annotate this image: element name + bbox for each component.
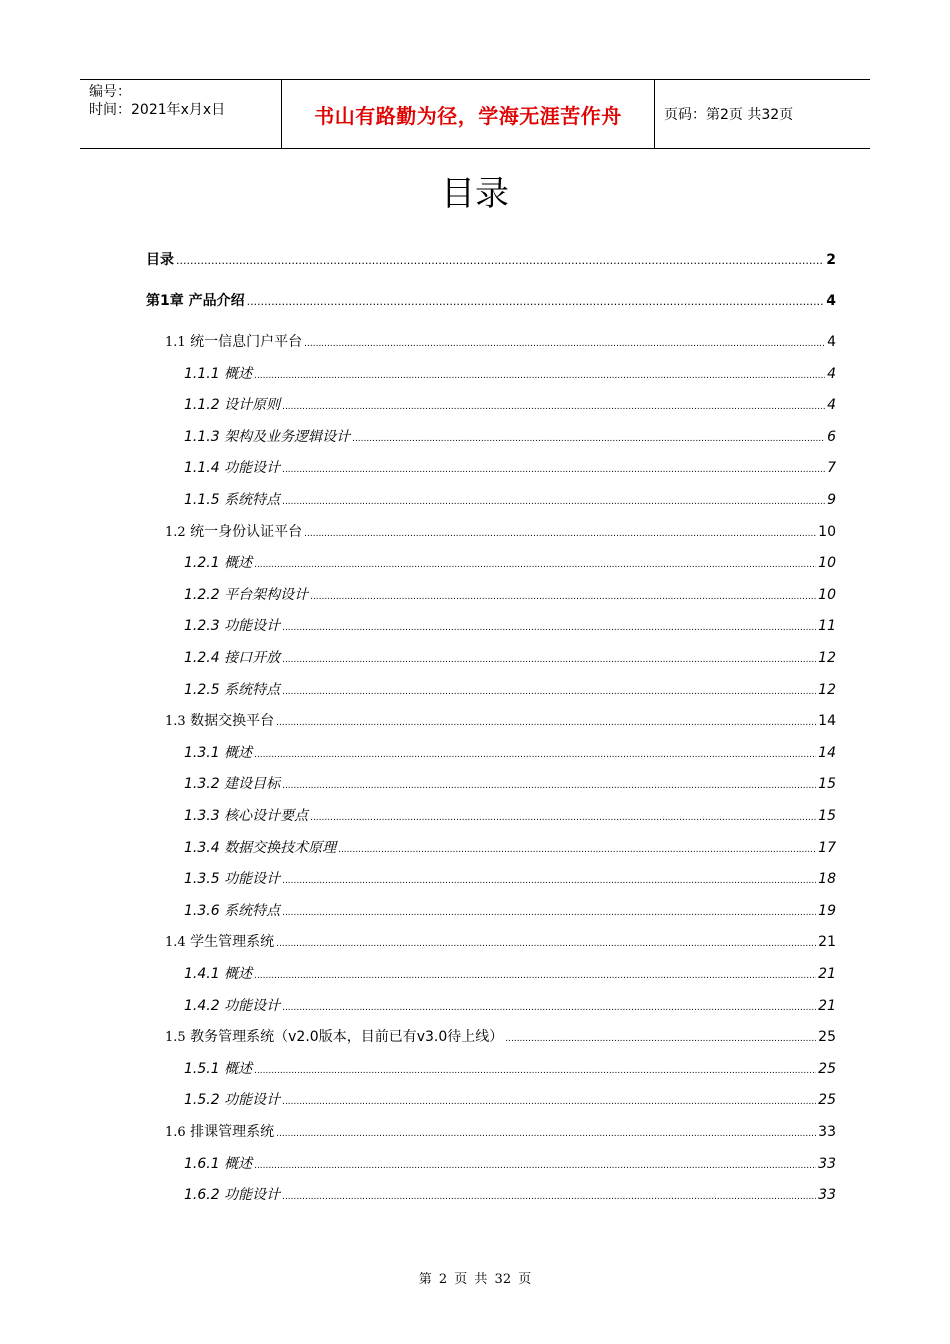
toc-entry-number: 1.6.2 xyxy=(184,1187,220,1204)
toc-title: 目录 xyxy=(441,174,509,214)
toc-entry-text: 数据交换技术原理 xyxy=(224,839,337,856)
toc-entry-text: 架构及业务逻辑设计 xyxy=(224,428,351,445)
toc-entry-text: 学生管理系统 xyxy=(190,934,275,951)
toc-leader-dots xyxy=(276,1129,816,1139)
toc-entry-number: 1.1.5 xyxy=(184,492,220,508)
toc-entry-page: 21 xyxy=(818,966,836,982)
toc-leader-dots xyxy=(304,339,825,349)
toc-entry-1-2-1[interactable] xyxy=(184,552,836,574)
header-meta xyxy=(80,80,280,148)
toc-entry-page: 4 xyxy=(826,293,836,309)
toc-leader-dots xyxy=(310,592,816,602)
toc-entry-number: 1.5.2 xyxy=(184,1092,220,1109)
toc-entry-text: 概述 xyxy=(224,1060,253,1077)
toc-entry-page: 17 xyxy=(818,839,836,856)
toc-entry-1-2-5[interactable] xyxy=(184,679,836,701)
toc-entry-number: 1.1.2 xyxy=(184,397,220,414)
toc-entry-number: 1.3.2 xyxy=(184,776,220,793)
toc-entry-number: 1.2.2 xyxy=(184,586,220,603)
toc-entry-text: 功能设计 xyxy=(224,1187,281,1204)
toc-entry-page: 33 xyxy=(818,1155,836,1172)
toc-entry-text: 功能设计 xyxy=(224,871,281,888)
toc-entry-number: 1.4.1 xyxy=(184,966,220,982)
toc-entry-number: 1.4 xyxy=(165,935,186,951)
toc-entry-title xyxy=(165,521,302,541)
toc-entry-text: 概述 xyxy=(224,1155,253,1172)
toc-entry-title xyxy=(184,805,308,825)
toc-leader-dots xyxy=(282,1097,816,1107)
toc-entry-number: 1.4.2 xyxy=(184,997,220,1014)
toc-entry-number: 1.3.1 xyxy=(184,744,220,761)
toc-entry-text: 概述 xyxy=(224,966,253,982)
toc-entry-title xyxy=(165,1026,503,1046)
toc-entry-1-3[interactable] xyxy=(165,710,836,732)
toc-entry-text: 系统特点 xyxy=(224,492,281,508)
toc-leader-dots xyxy=(254,371,825,381)
toc-entry-text: 排课管理系统 xyxy=(190,1124,275,1140)
toc-entry-number: 1.6 xyxy=(165,1125,186,1140)
toc-leader-dots xyxy=(310,813,816,823)
toc-entry-title xyxy=(184,584,308,604)
toc-leader-dots xyxy=(276,939,816,949)
toc-entry-page: 33 xyxy=(818,1187,836,1204)
toc-entry-number: 1.2.1 xyxy=(184,555,220,572)
toc-entry-number: 1.2 xyxy=(165,524,186,540)
toc-entry-title xyxy=(184,742,252,762)
toc-entry-text: 接口开放 xyxy=(224,650,281,666)
toc-entry-text: 功能设计 xyxy=(224,1092,281,1109)
toc-entry-1-6[interactable] xyxy=(165,1121,836,1143)
toc-entry-title xyxy=(165,931,274,951)
toc-entry-title xyxy=(184,489,280,509)
header-page-info: 页码：第2页 共32页 xyxy=(664,107,794,123)
toc-entry-1-2-3[interactable] xyxy=(184,615,836,637)
toc-entry-title xyxy=(184,1153,252,1173)
toc-entry-1-4-2[interactable] xyxy=(184,995,836,1017)
toc-leader-dots xyxy=(338,845,816,855)
toc-entry-title xyxy=(184,837,336,857)
toc-entry-1-3-5[interactable] xyxy=(184,868,836,890)
toc-entry-text: 功能设计 xyxy=(224,618,281,635)
toc-entry-text: 系统特点 xyxy=(224,902,281,919)
toc-entry-page: 2 xyxy=(826,252,836,268)
toc-leader-dots xyxy=(282,623,816,633)
toc-leader-dots xyxy=(254,971,816,981)
toc-entry-page: 25 xyxy=(818,1060,836,1077)
toc-entry-title xyxy=(184,394,280,414)
page-header xyxy=(80,79,870,149)
toc-entry-1-1-2[interactable] xyxy=(184,394,836,416)
toc-entry-number: 1.3.5 xyxy=(184,871,220,888)
toc-entry-page: 4 xyxy=(827,397,836,414)
toc-entry-text: 概述 xyxy=(224,365,253,382)
toc-entry-number: 1.5.1 xyxy=(184,1060,220,1077)
toc-entry-page: 12 xyxy=(818,650,836,666)
toc-entry-title xyxy=(184,647,280,667)
toc-entry-number: 1.1 xyxy=(165,335,186,350)
toc-entry-text: 平台架构设计 xyxy=(224,586,309,603)
toc-leader-dots xyxy=(282,1192,816,1202)
toc-leader-dots xyxy=(282,781,816,791)
toc-entry-page: 15 xyxy=(818,776,836,793)
toc-entry-1-6-2[interactable] xyxy=(184,1184,836,1206)
toc-entry-1-5-2[interactable] xyxy=(184,1089,836,1111)
header-page-cell xyxy=(655,80,870,148)
toc-leader-dots xyxy=(282,908,816,918)
toc-entry-page: 21 xyxy=(818,934,836,951)
toc-entry-title xyxy=(146,249,174,269)
toc-entry-1-2-2[interactable] xyxy=(184,584,836,606)
toc-entry-text: 功能设计 xyxy=(224,460,281,477)
toc-entry-1-1[interactable] xyxy=(165,331,836,353)
toc-leader-dots xyxy=(282,1003,816,1013)
toc-entry-title xyxy=(184,457,280,477)
toc-entry-page: 6 xyxy=(827,428,836,445)
toc-entry-page: 11 xyxy=(818,618,836,635)
toc-entry-1-4[interactable] xyxy=(165,931,836,953)
toc-entry-number: 1.3 xyxy=(165,714,186,730)
toc-leader-dots xyxy=(254,560,816,570)
toc-entry-1-2-4[interactable] xyxy=(184,647,836,669)
toc-leader-dots xyxy=(282,876,816,886)
toc-entry-1-5[interactable] xyxy=(165,1026,836,1048)
toc-entry-page: 25 xyxy=(818,1092,836,1109)
toc-entry-title xyxy=(184,552,252,572)
toc-entry-page: 12 xyxy=(818,681,836,698)
toc-leader-dots xyxy=(282,655,816,665)
toc-entry-title xyxy=(165,1121,274,1141)
toc-entry-number: 1.3.6 xyxy=(184,902,220,919)
toc-entry-number: 1.1.4 xyxy=(184,460,220,477)
toc-entry-contents[interactable] xyxy=(146,249,836,271)
toc-entry-1-3-2[interactable] xyxy=(184,773,836,795)
header-motto: 书山有路勤为径，学海无涯苦作舟 xyxy=(314,103,622,128)
toc-entry-number: 1.3.4 xyxy=(184,839,220,856)
page-footer: 第 2 页 共 32 页 xyxy=(418,1272,532,1287)
toc-leader-dots xyxy=(352,434,825,444)
header-motto-cell xyxy=(281,80,655,148)
toc-entry-text: 功能设计 xyxy=(224,997,281,1014)
toc-entry-page: 7 xyxy=(827,460,836,477)
toc-leader-dots xyxy=(254,750,816,760)
toc-entry-text: 建设目标 xyxy=(224,776,281,793)
toc-leader-dots xyxy=(176,254,824,267)
toc-entry-text: 统一信息门户平台 xyxy=(190,334,303,350)
toc-entry-page: 15 xyxy=(818,808,836,824)
toc-leader-dots xyxy=(282,687,816,697)
toc-entry-text: 核心设计要点 xyxy=(224,808,309,824)
toc-entry-1-3-6[interactable] xyxy=(184,900,836,922)
toc-entry-1-1-5[interactable] xyxy=(184,489,836,511)
toc-entry-title xyxy=(165,710,274,730)
document-time-label: 时间：2021年x月x日 xyxy=(89,102,226,118)
toc-entry-title xyxy=(165,331,302,351)
toc-leader-dots xyxy=(282,465,825,475)
toc-entry-page: 10 xyxy=(818,523,836,540)
toc-entry-title xyxy=(184,1058,252,1078)
toc-entry-text: 第1章 产品介绍 xyxy=(146,293,245,309)
toc-entry-number: 1.2.3 xyxy=(184,618,220,635)
toc-entry-text: 系统特点 xyxy=(224,681,281,698)
toc-entry-text: 概述 xyxy=(224,555,253,572)
toc-entry-title xyxy=(184,426,350,446)
toc-entry-title xyxy=(184,615,280,635)
toc-entry-page: 25 xyxy=(818,1029,836,1046)
toc-entry-page: 10 xyxy=(818,555,836,572)
toc-entry-page: 19 xyxy=(818,902,836,919)
toc-entry-text: 目录 xyxy=(146,252,174,268)
toc-entry-page: 21 xyxy=(818,997,836,1014)
toc-entry-page: 4 xyxy=(827,334,836,350)
toc-entry-title xyxy=(184,1184,280,1204)
toc-entry-text: 教务管理系统（v2.0版本，目前已有v3.0待上线） xyxy=(190,1029,504,1046)
toc-entry-1-1-1[interactable] xyxy=(184,363,836,385)
toc-entry-1-5-1[interactable] xyxy=(184,1058,836,1080)
toc-entry-number: 1.5 xyxy=(165,1030,186,1046)
toc-entry-text: 数据交换平台 xyxy=(190,713,275,730)
toc-entry-title xyxy=(184,773,280,793)
toc-leader-dots xyxy=(304,529,816,539)
toc-entry-1-3-3[interactable] xyxy=(184,805,836,827)
toc-entry-text: 概述 xyxy=(224,744,253,761)
toc-entry-text: 设计原则 xyxy=(224,397,281,414)
toc-entry-1-1-4[interactable] xyxy=(184,457,836,479)
toc-entry-number: 1.1.3 xyxy=(184,428,220,445)
toc-leader-dots xyxy=(254,1066,816,1076)
toc-leader-dots xyxy=(282,497,825,507)
toc-entry-title xyxy=(184,1089,280,1109)
toc-entry-title xyxy=(184,868,280,888)
toc-entry-number: 1.3.3 xyxy=(184,808,220,824)
toc-entry-1-3-1[interactable] xyxy=(184,742,836,764)
toc-entry-page: 14 xyxy=(818,744,836,761)
toc-entry-title xyxy=(184,963,252,983)
document-number-label: 编号： xyxy=(89,84,131,100)
toc-entry-title xyxy=(184,363,252,383)
toc-entry-page: 33 xyxy=(818,1124,836,1140)
toc-leader-dots xyxy=(505,1034,816,1044)
toc-entry-text: 统一身份认证平台 xyxy=(190,523,303,540)
toc-entry-title xyxy=(184,900,280,920)
toc-entry-number: 1.6.1 xyxy=(184,1155,220,1172)
toc-leader-dots xyxy=(282,402,825,412)
toc-entry-1-3-4[interactable] xyxy=(184,837,836,859)
toc-entry-title xyxy=(146,290,245,310)
toc-entry-page: 10 xyxy=(818,586,836,603)
toc-entry-page: 18 xyxy=(818,871,836,888)
toc-entry-1-4-1[interactable] xyxy=(184,963,836,985)
toc-entry-title xyxy=(184,995,280,1015)
toc-entry-title xyxy=(184,679,280,699)
toc-entry-page: 14 xyxy=(818,713,836,730)
toc-entry-number: 1.2.4 xyxy=(184,650,220,666)
toc-leader-dots xyxy=(276,718,816,728)
toc-entry-1-6-1[interactable] xyxy=(184,1153,836,1175)
toc-entry-page: 9 xyxy=(827,492,836,508)
toc-entry-page: 4 xyxy=(827,365,836,382)
toc-leader-dots xyxy=(254,1161,816,1171)
toc-entry-number: 1.2.5 xyxy=(184,681,220,698)
toc-leader-dots xyxy=(247,295,825,308)
toc-entry-1-2[interactable] xyxy=(165,521,836,543)
toc-entry-chapter-1[interactable] xyxy=(146,290,836,312)
toc-entry-number: 1.1.1 xyxy=(184,365,220,382)
toc-entry-1-1-3[interactable] xyxy=(184,426,836,448)
